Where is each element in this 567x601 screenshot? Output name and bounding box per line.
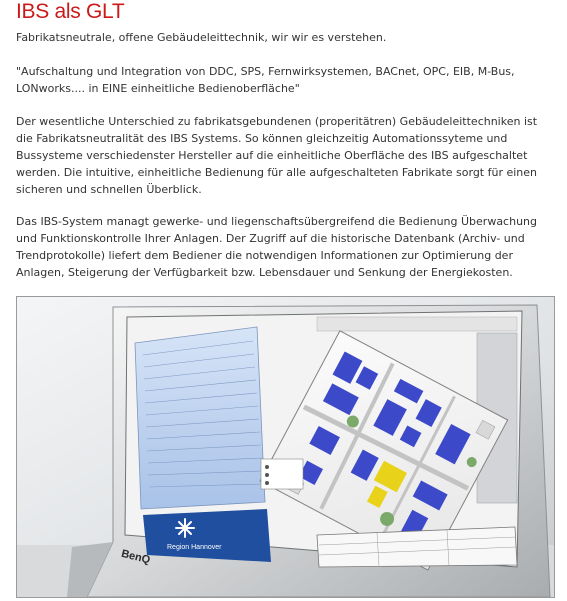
- system-paragraph: Das IBS-System managt gewerke- und liegenschaftsübergreifend die Bedienung Überwachung und Funktionskontrolle Ihrer Anlagen. Der Zugriff auf die historische Datenbank (Archiv- und Trendprotokolle) liefert dem Bediener die notwendigen Informationen zur Optimierung der Anlagen, Steigerung der Verfügbarkeit bzw. Lebensdauer und Senkung der Energiekosten.: [16, 215, 538, 279]
- tree-panel: [135, 327, 265, 509]
- region-logo-panel: [143, 509, 271, 562]
- app-toolbar: [317, 317, 517, 331]
- monitor-photo: [16, 296, 555, 598]
- page-heading: IBS als GLT: [16, 0, 125, 23]
- map-legend-entries: [265, 465, 269, 485]
- quote-paragraph: "Aufschaltung und Integration von DDC, SPS, Fernwirksystemen, BACnet, OPC, EIB, M-Bus, LONworks.... in EINE einheitliche Bedienoberfläche": [16, 65, 515, 95]
- region-logo-icon: [176, 519, 194, 537]
- difference-paragraph: Der wesentliche Unterschied zu fabrikatsgebundenen (properitätren) Gebäudeleittechniken ist die Fabrikatsneutralität des IBS Systems. So können gleichzeitig Automationssyteme und Bussysteme verschiedenster Hersteller auf die einheitliche Oberfläche des IBS aufgeschaltet werden. Die intuitive, einheitliche Bedienung für alle aufgeschalteten Fabrikate sorgt für einen sicheren und schnellen Überblick.: [16, 115, 538, 196]
- region-logo-text: Region Hannover: [167, 544, 222, 551]
- monitor-brand-logo: BenQ: [119, 547, 152, 567]
- intro-paragraph: Fabrikatsneutrale, offene Gebäudeleittechnik, wir wir es verstehen.: [16, 31, 387, 44]
